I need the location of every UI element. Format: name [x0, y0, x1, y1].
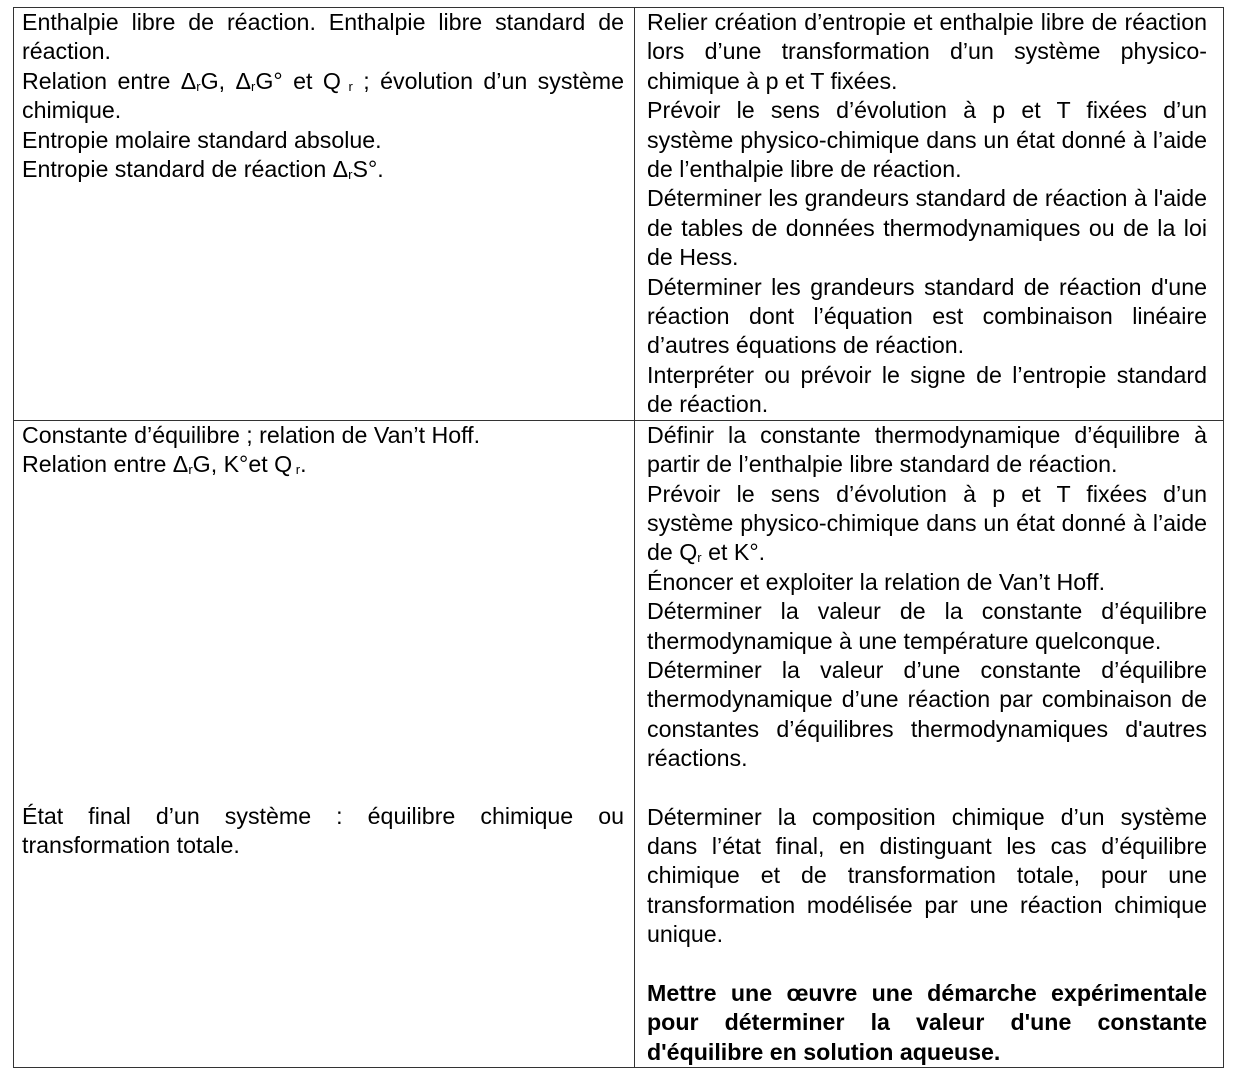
capacity-text: Prévoir le sens d’évolution à p et T fixées d’un système physico-chimique dans un état donné à l’aide de $Q_r$ et K°. — [647, 480, 1207, 566]
capacity-text: Déterminer les grandeurs standard de réaction d'une réaction dont l’équation est combinaison linéaire d’autres équations de réaction. — [647, 273, 1207, 359]
capacity-text: Relier création d’entropie et enthalpie libre de réaction lors d’une transformation d’un système physico-chimique à p et T fixées. — [647, 9, 1207, 94]
notion-text: Relation entre $\Delta_rG$, $\Delta_rG^\circ$ et Q $_r$ ; évolution d’un système chimique. — [22, 67, 624, 124]
capacity-text: Interpréter ou prévoir le signe de l’entropie standard de réaction. — [647, 361, 1207, 418]
capacity-text: Déterminer la composition chimique d’un système dans l’état final, en distinguant les cas d’équilibre chimique et de transformation totale, pour une transformation modélisée par une réaction chimique unique. — [647, 803, 1207, 948]
notion-text: Entropie molaire standard absolue. — [22, 126, 382, 153]
capacity-text: Déterminer la valeur de la constante d’équilibre thermodynamique à une température quelconque. — [647, 598, 1207, 654]
capacity-text: Déterminer la valeur d’une constante d’équilibre thermodynamique d’une réaction par combinaison de constantes d’équilibres thermodynamiques d'autres réactions. — [647, 656, 1207, 772]
table-row — [14, 8, 1224, 421]
capacities-cell — [635, 8, 1224, 421]
notion-text: Relation entre $\Delta_rG$, K°et Q $_r$. — [22, 451, 307, 478]
notion-text: Entropie standard de réaction $\Delta_rS^\circ$. — [22, 156, 384, 183]
capacity-text: Déterminer les grandeurs standard de réaction à l'aide de tables de données thermodynamiques ou de la loi de Hess. — [647, 185, 1207, 271]
capacity-text: Énoncer et exploiter la relation de Van’t Hoff. — [647, 568, 1106, 595]
capacity-text: Définir la constante thermodynamique d’équilibre à partir de l’enthalpie libre standard de réaction. — [647, 421, 1207, 478]
program-table — [13, 7, 1224, 1068]
table-row — [14, 420, 1224, 1068]
experimental-capacity-text: Mettre une œuvre une démarche expérimentale pour déterminer la valeur d'une constante d'équilibre en solution aqueuse. — [647, 979, 1207, 1065]
capacities-cell — [635, 420, 1224, 1068]
capacity-text: Prévoir le sens d’évolution à p et T fixées d’un système physico-chimique dans un état donné à l’aide de l’enthalpie libre de réaction. — [647, 97, 1207, 183]
notions-cell — [14, 8, 635, 421]
notions-cell — [14, 420, 635, 1068]
notion-text: Constante d’équilibre ; relation de Van’t Hoff. — [22, 421, 481, 448]
notion-text: État final d’un système : équilibre chimique ou transformation totale. — [22, 802, 624, 858]
notion-text: Enthalpie libre de réaction. Enthalpie libre standard de réaction. — [22, 9, 624, 65]
